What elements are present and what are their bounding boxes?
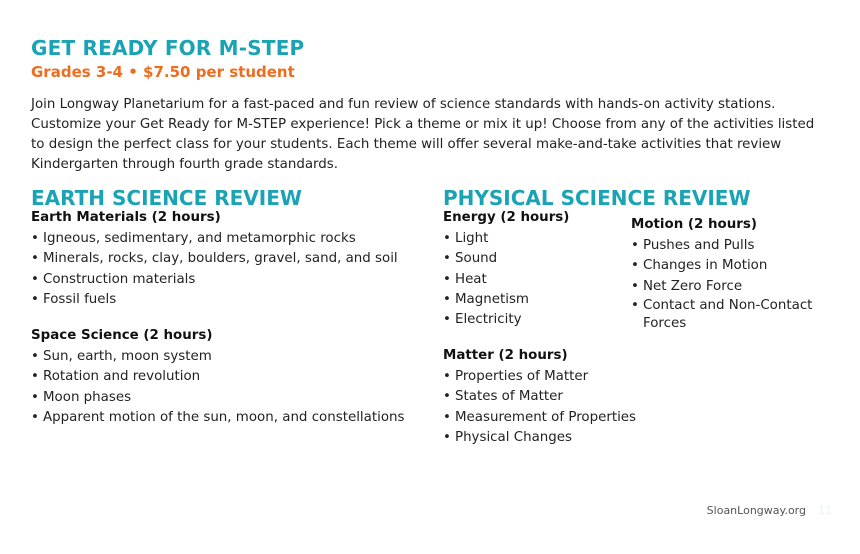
- page-subtitle: Grades 3-4 • $7.50 per student: [31, 63, 295, 81]
- list-item: • Sound: [443, 249, 623, 269]
- list-item: • Igneous, sedimentary, and metamorphic rocks: [31, 229, 431, 249]
- intro-paragraph: Join Longway Planetarium for a fast-paced and fun review of science standards with hands-on activity stations. Customize your Get Ready for M-STEP experience! Pick a theme or mix it up! Choose from any of the activities listed to design the perfect class for your students. Each theme will offer several make-and-take activities that review Kindergarten through fourth grade standards.: [31, 97, 815, 172]
- list-item: • Fossil fuels: [31, 290, 431, 310]
- list-item: • Construction materials: [31, 270, 431, 290]
- motion-heading: Motion (2 hours): [631, 217, 757, 232]
- list-item: • Measurement of Properties: [443, 408, 643, 428]
- list-item: • Electricity: [443, 310, 623, 330]
- energy-heading: Energy (2 hours): [443, 210, 570, 225]
- list-item: • Physical Changes: [443, 428, 643, 448]
- list-item: • States of Matter: [443, 387, 643, 407]
- matter-block: [443, 347, 643, 448]
- matter-heading: Matter (2 hours): [443, 348, 568, 363]
- earth-materials-block: [31, 209, 431, 310]
- list-item: • Moon phases: [31, 388, 431, 408]
- earth-science-title: EARTH SCIENCE REVIEW: [31, 186, 302, 210]
- energy-list: [443, 229, 623, 330]
- list-item: • Heat: [443, 270, 623, 290]
- list-item: • Light: [443, 229, 623, 249]
- space-science-heading: Space Science (2 hours): [31, 328, 213, 343]
- energy-block: [443, 209, 623, 330]
- space-science-list: [31, 347, 431, 428]
- list-item: • Minerals, rocks, clay, boulders, gravel, sand, and soil: [31, 249, 431, 269]
- earth-materials-list: [31, 229, 431, 310]
- list-item: • Properties of Matter: [443, 367, 643, 387]
- physical-science-title: PHYSICAL SCIENCE REVIEW: [443, 186, 751, 210]
- list-item: • Net Zero Force: [631, 277, 821, 297]
- list-item: • Sun, earth, moon system: [31, 347, 431, 367]
- matter-list: [443, 367, 643, 448]
- list-item: • Pushes and Pulls: [631, 236, 821, 256]
- earth-materials-heading: Earth Materials (2 hours): [31, 210, 221, 225]
- list-item: • Changes in Motion: [631, 256, 821, 276]
- page-number: 11: [818, 504, 832, 517]
- motion-block: [631, 216, 821, 333]
- space-science-block: [31, 327, 431, 428]
- list-item: • Apparent motion of the sun, moon, and constellations: [31, 408, 431, 428]
- footer-url: SloanLongway.org: [706, 504, 806, 517]
- list-item: • Contact and Non-Contact Forces: [631, 297, 821, 333]
- list-item: • Rotation and revolution: [31, 367, 431, 387]
- page-title: GET READY FOR M-STEP: [31, 36, 305, 60]
- motion-list: [631, 236, 821, 333]
- list-item: • Magnetism: [443, 290, 623, 310]
